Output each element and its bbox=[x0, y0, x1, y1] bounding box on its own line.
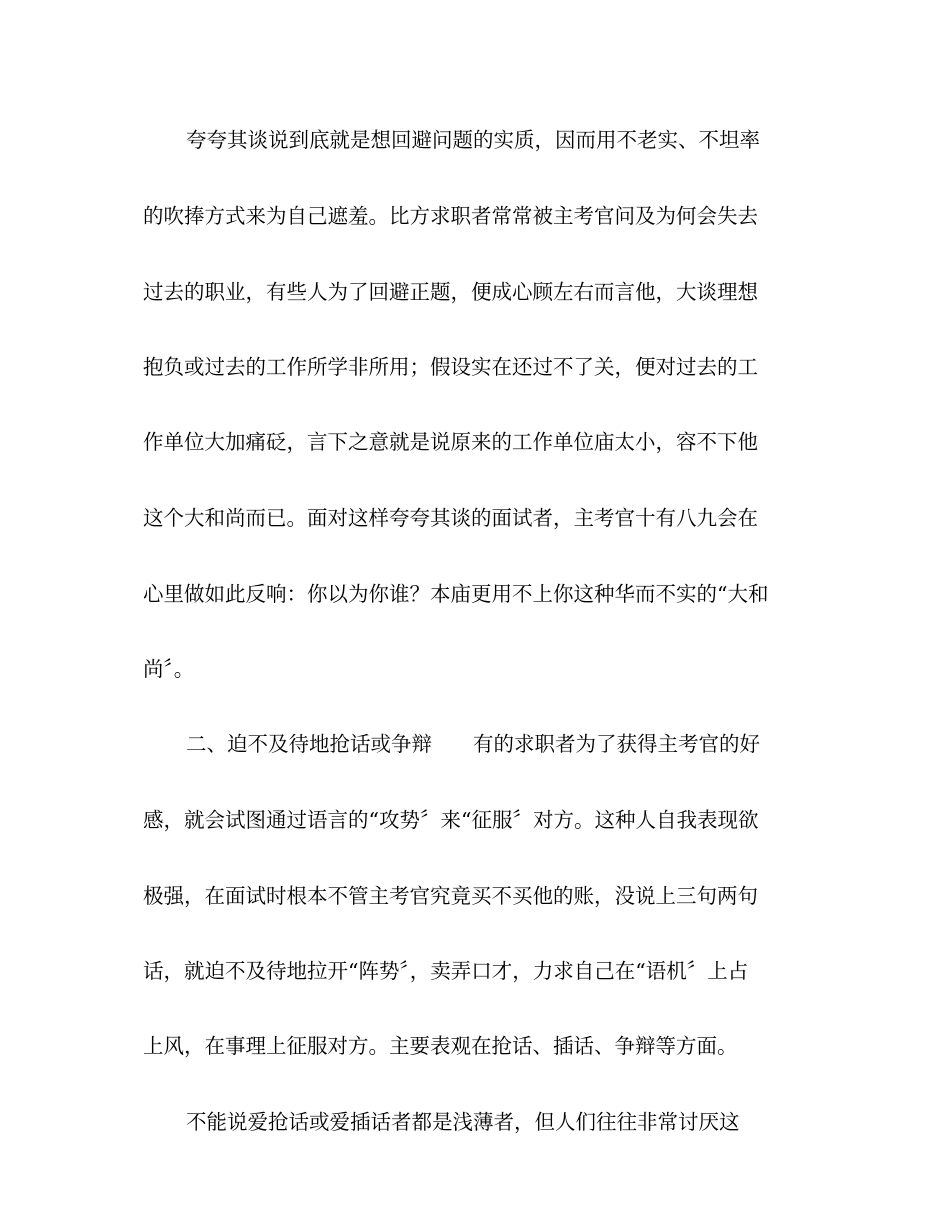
text-line-1: 夸夸其谈说到底就是想回避问题的实质，因而用不老实、不坦率 bbox=[186, 128, 760, 152]
text-line-3: 过去的职业，有些人为了回避正题，便成心顾左右而言他，大谈理想 bbox=[143, 280, 758, 304]
text-line-11: 极强，在面试时根本不管主考官究竟买不买他的账，没说上三句两句 bbox=[143, 884, 758, 908]
text-line-9: 二、迫不及待地抢话或争辩 有的求职者为了获得主考官的好 bbox=[186, 732, 760, 756]
text-line-2: 的吹捧方式来为自己遮羞。比方求职者常常被主考官问及为何会失去 bbox=[143, 204, 758, 228]
text-line-12: 话，就迫不及待地拉开“阵势〞，卖弄口才，力求自己在“语机〞上占 bbox=[143, 959, 749, 983]
text-line-7: 心里做如此反响：你以为你谁？本庙更用不上你这种华而不实的“大和 bbox=[143, 582, 769, 606]
text-line-10: 感，就会试图通过语言的“攻势〞来“征服〞对方。这种人自我表现欲 bbox=[143, 808, 759, 832]
text-line-14: 不能说爱抢话或爱插话者都是浅薄者，但人们往往非常讨厌这 bbox=[186, 1110, 740, 1134]
text-line-6: 这个大和尚而已。面对这样夸夸其谈的面试者，主考官十有八九会在 bbox=[143, 506, 758, 530]
text-line-13: 上风，在事理上征服对方。主要表观在抢话、插话、争辩等方面。 bbox=[143, 1034, 738, 1058]
text-line-8: 尚〞。 bbox=[143, 657, 195, 681]
text-line-5: 作单位大加痛砭，言下之意就是说原来的工作单位庙太小，容不下他 bbox=[143, 430, 758, 454]
text-line-4: 抱负或过去的工作所学非所用；假设实在还过不了关，便对过去的工 bbox=[143, 355, 758, 379]
